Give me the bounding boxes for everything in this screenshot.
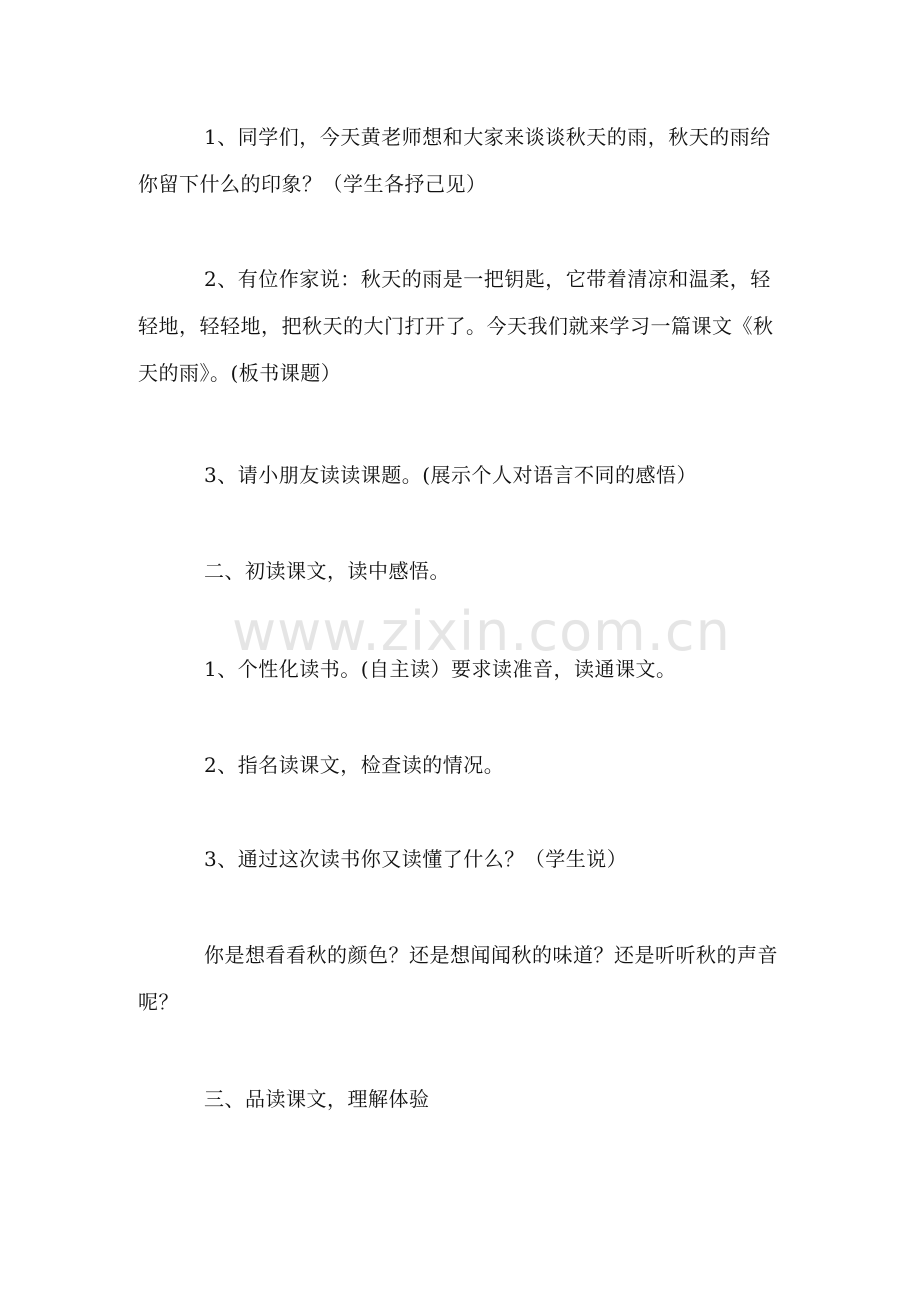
paragraph-read-2: 2、指名读课文，检查读的情况。 xyxy=(204,753,505,777)
paragraph-intro-3: 3、请小朋友读读课题。(展示个人对语言不同的感悟） xyxy=(204,463,698,487)
paragraph-intro-2: 2、有位作家说：秋天的雨是一把钥匙，它带着清凉和温柔，轻轻地，轻轻地，把秋天的大门打开了。今天我们就来学习一篇课文《秋天的雨》。(板书课题） xyxy=(138,267,774,385)
section-heading-3: 三、品读课文，理解体验 xyxy=(204,1087,430,1111)
paragraph-question: 你是想看看秋的颜色？还是想闻闻秋的味道？还是听听秋的声音呢？ xyxy=(138,943,778,1014)
section-heading-2: 二、初读课文，读中感悟。 xyxy=(204,559,450,583)
watermark: www.zixin.com.cn xyxy=(232,600,731,663)
paragraph-intro-1: 1、同学们，今天黄老师想和大家来谈谈秋天的雨，秋天的雨给你留下什么的印象？（学生各抒己见） xyxy=(138,125,771,196)
paragraph-read-1: 1、个性化读书。(自主读）要求读准音，读通课文。 xyxy=(204,657,677,681)
paragraph-read-3: 3、通过这次读书你又读懂了什么？（学生说） xyxy=(204,847,628,871)
